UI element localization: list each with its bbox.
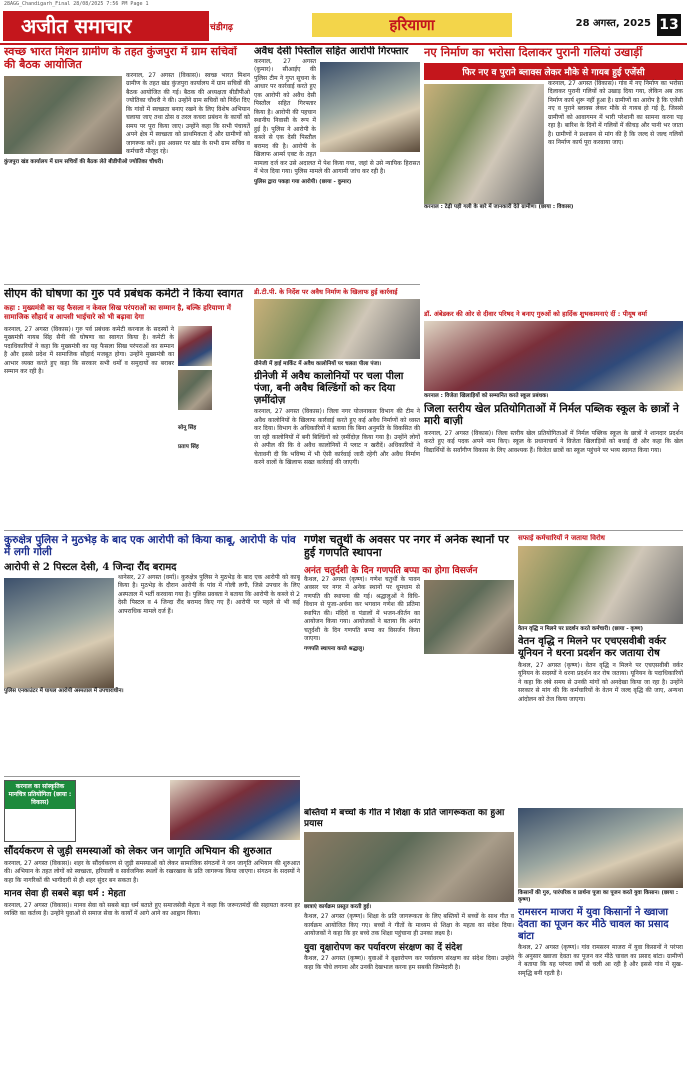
article-body-2: करनाल, 27 अगस्त (विकास)। मानव सेवा को सबसे बड़ा धर्म बताते हुए समाजसेवी मेहता ने कहा कि जरूरतमंदों की सहायता करना हर व्यक्ति का कर्तव्य है। उन्होंने युवाओं से समाज सेवा के कार्यों में आगे आने का आह्वान किया। xyxy=(4,901,300,918)
article-body: कैथल, 27 अगस्त (कृष्ण)। शिक्षा के प्रति जागरूकता के लिए बस्तियों में बच्चों के साथ गीत व कार्यक्रम आयोजित किए गए। बच्चों ने गीतों के माध्यम से शिक्षा के महत्व का संदेश दिया। आयोजकों ने कहा कि हर बच्चे तक शिक्षा पहुंचाना ही उनका लक्ष्य है। xyxy=(304,913,514,938)
story-education-awareness xyxy=(304,808,514,1080)
article-body: करनाल, 27 अगस्त (कुमार)। सीआईए की पुलिस टीम ने गुप्त सूचना के आधार पर कार्रवाई करते हुए एक आरोपी को अवैध देसी पिस्तौल सहित गिरफ्तार किया है। आरोपी की पहचान स्थानीय निवासी के रूप में हुई है। पुलिस ने आरोपी के कब्जे से एक देसी पिस्तौल बरामद की है। आरोपी के खिलाफ आर्म्स एक्ट के तहत मामला दर्ज कर उसे अदालत में पेश किया गया, जहां से उसे न्यायिक हिरासत में भेज दिया गया। पुलिस मामले की आगामी जांच कर रही है। xyxy=(254,57,420,176)
story-police-encounter xyxy=(4,534,300,774)
students-photo xyxy=(424,321,683,391)
photo-caption: करनाल : टेढ़ी पड़ी गली के बारे में जानकारी देते ग्रामीण। (छाया : विकास) xyxy=(424,203,574,210)
headline-2: मानव सेवा ही सबसे बड़ा धर्म : मेहता xyxy=(4,889,126,900)
kicker: सफाई कर्मचारियों ने जताया विरोध xyxy=(518,534,605,542)
demolition-photo xyxy=(254,299,420,359)
portrait-name-2: प्रताप सिंह xyxy=(178,443,199,450)
photo-caption: करनाल : विजेता खिलाड़ियों को सम्मानित करते स्कूल प्रबंधक। xyxy=(424,393,549,399)
beautification-photo xyxy=(170,780,300,840)
headline: रामसरन माजरा में युवा किसानों ने ख्वाजा देवता का पूजन कर मीठे चावल का प्रसाद बांटा xyxy=(518,907,669,942)
students-performing-photo xyxy=(304,832,514,902)
photo-caption: किसानों की गुरु, पारंपरिक व प्रार्थना पूजा का पूजन करते युवा किसान। (छाया : कृष्ण) xyxy=(518,890,679,903)
headline: सीएम की घोषणा का गुरु पर्व प्रबंधक कमेटी ने किया स्वागत xyxy=(4,288,243,300)
headline: कुरुक्षेत्र पुलिस ने मुठभेड़ के बाद एक आरोपी को किया काबू, आरोपी के पांव में लगी गोली xyxy=(4,534,296,559)
page-number: 13 xyxy=(657,14,681,36)
divider xyxy=(4,284,420,285)
masthead xyxy=(0,9,687,45)
story-ganesh-chaturthi xyxy=(304,534,514,804)
divider xyxy=(4,530,683,531)
subheadline: फिर नए व पुराने ब्लाक्स लेकर मौके से गायब हुई एजेंसी xyxy=(424,63,683,80)
subheadline: अनंत चतुर्दशी के दिन गणपति बप्पा का होगा विसर्जन xyxy=(304,565,478,576)
headline: नए निर्माण का भरोसा दिलाकर पुरानी गलियां उखाड़ीं xyxy=(424,46,643,59)
article-body: कैथल, 27 अगस्त (कृष्ण)। गांव रामसरन माजरा में युवा किसानों ने परंपरा के अनुसार ख्वाजा देवता का पूजन कर मीठे चावल का प्रसाद बांटा। ग्रामीणों ने बताया कि यह परंपरा वर्षों से चली आ रही है और इससे गांव में सुख-समृद्धि बनी रहती है। xyxy=(518,944,683,977)
photo-caption: छात्राएं कार्यक्रम प्रस्तुत करती हुई। xyxy=(304,904,372,911)
edition-city: चंडीगढ़ xyxy=(210,23,233,33)
protest-photo xyxy=(518,546,683,624)
story-union-protest xyxy=(518,534,683,804)
ganesh-photo xyxy=(424,580,514,654)
headline: बस्तियों में बच्चों के गीत में शिक्षा के प्रति जागरूकता का हुआ प्रयास xyxy=(304,808,505,829)
section-title: हरियाणा xyxy=(312,13,512,37)
arrest-photo xyxy=(320,62,420,152)
headline: ग्रीनेजी में अवैध कालोनियों पर चला पीला पंजा, बनी अवैध बिल्डिंगों को कर दिया ज़मींदोज़ xyxy=(254,371,404,406)
article-body-2: कैथल, 27 अगस्त (कृष्ण)। युवाओं ने वृक्षारोपण कर पर्यावरण संरक्षण का संदेश दिया। उन्होंने कहा कि पौधे लगाना और उनकी देखभाल करना हम सबकी जिम्मेदारी है। xyxy=(304,955,514,971)
headline: वेतन वृद्धि न मिलने पर एचएसवीबी वर्कर यूनियन ने धरना प्रदर्शन कर जताया रोष xyxy=(518,636,667,659)
story-sports-competition xyxy=(424,310,683,530)
map-box-label: करनाल का सांस्कृतिक मानचित्र प्रतियोगिता (छाया : विकास) xyxy=(5,781,75,809)
newspaper-title: अजीत समाचार xyxy=(3,11,209,41)
headline: अवैध देसी पिस्तौल सहित आरोपी गिरफ्तार xyxy=(254,46,409,57)
article-body: करनाल, 27 अगस्त (विकास)। शहर के सौंदर्यकरण से जुड़ी समस्याओं को लेकर सामाजिक संगठनों ने जन जागृति अभियान की शुरुआत की। अभियान के तहत लोगों को स्वच्छता, हरियाली व सार्वजनिक स्थलों के रखरखाव के प्रति जागरूक किया जाएगा। संगठन के सदस्यों ने कहा कि नागरिकों की भागीदारी से ही शहर सुंदर बन सकता है। xyxy=(4,859,300,884)
story-farmers-worship xyxy=(518,808,683,1080)
story-beautification xyxy=(4,780,300,1080)
headline: स्वच्छ भारत मिशन ग्रामीण के तहत कुंजपुरा में ग्राम सचिवों की बैठक आयोजित xyxy=(4,46,237,71)
article-body: करनाल, 27 अगस्त (विकास)। जिला नगर योजनाकार विभाग की टीम ने अवैध कालोनियों के खिलाफ कार्रवाई करते हुए कई अवैध निर्माणों को ध्वस्त कर दिया। विभाग के अधिकारियों ने बताया कि बिना अनुमति के विकसित की जा रही कालोनियों में बनी बिल्डिंगों को ज़मींदोज़ किया गया है। उन्होंने लोगों से अपील की कि वे अवैध कालोनियों में प्लाट न खरीदें। अधिकारियों ने चेतावनी दी कि भविष्य में भी ऐसी कार्रवाई जारी रहेगी और अवैध निर्माण करने वालों के खिलाफ सख्त कार्रवाई की जाएगी। xyxy=(254,408,420,467)
kicker: डॉ. अंबेडकर की ओर से दीवार परिषद ने बनाए गुरुओं को हार्दिक शुभकामनाएं दीं : पीयूष वर्मा xyxy=(424,310,647,318)
headline-2: युवा वृक्षारोपण कर पर्यावरण संरक्षण का दें संदेश xyxy=(304,942,463,953)
portrait-2 xyxy=(178,370,212,410)
story-illegal-colonies xyxy=(254,288,420,528)
story-lanes-dug xyxy=(424,46,683,306)
portrait-1 xyxy=(178,326,212,366)
lane-photo xyxy=(424,84,544,204)
story-pistol-arrest xyxy=(254,46,420,282)
subheadline: कहा : मुख्यमंत्री का यह फैसला न केवल सिख परंपराओं का सम्मान है, बल्कि हरियाणा में सामाजिक सौहार्द व आपसी भाईचारे को भी बढ़ावा देगा xyxy=(4,303,231,321)
photo-caption: वेतन वृद्धि न मिलने पर प्रदर्शन करते कर्मचारी। (छाया - कृष्ण) xyxy=(518,626,644,632)
divider xyxy=(4,776,300,777)
article-body: थानेसर, 27 अगस्त (वर्मा)। कुरुक्षेत्र पुलिस ने मुठभेड़ के बाद एक आरोपी को काबू किया है। मुठभेड़ के दौरान आरोपी के पांव में गोली लगी, जिसे उपचार के लिए अस्पताल में भर्ती करवाया गया है। पुलिस प्रवक्ता ने बताया कि आरोपी के कब्जे से 2 देसी पिस्टल व 4 जिन्दा रौंद बरामद किए गए हैं। आरोपी पर पहले से भी कई आपराधिक मामले दर्ज हैं। xyxy=(118,573,300,615)
article-body: करनाल, 27 अगस्त (विकास)। गुरु पर्व प्रबंधक कमेटी करनाल के सदस्यों ने मुख्यमंत्री नायब सिंह सैनी की घोषणा का स्वागत किया है। कमेटी के पदाधिकारियों ने कहा कि मुख्यमंत्री का यह फैसला सिख परंपराओं का सम्मान है और इससे प्रदेश में सामाजिक सौहार्द मजबूत होगा। उन्होंने मुख्यमंत्री का आभार व्यक्त करते हुए कहा कि सरकार सभी धर्मों व समुदायों का बराबर सम्मान कर रही है। xyxy=(4,325,174,376)
headline: गणेश चतुर्थी के अवसर पर नगर में अनेक स्थानों पर हुई गणपति स्थापना xyxy=(304,534,509,559)
article-body: कैथल, 27 अगस्त (कृष्ण)। वेतन वृद्धि न मिलने पर एचएसवीबी वर्कर यूनियन के सदस्यों ने धरना प्रदर्शन कर रोष जताया। यूनियन के पदाधिकारियों ने कहा कि लंबे समय से उनकी मांगों को अनदेखा किया जा रहा है। उन्होंने सरकार से मांग की कि कर्मचारियों के वेतन में जल्द वृद्धि की जाए, अन्यथा आंदोलन को तेज किया जाएगा। xyxy=(518,661,683,703)
kicker: डी.टी.पी. के निर्देश पर अवैध निर्माण के खिलाफ हुई कार्रवाई xyxy=(254,288,398,296)
article-body: करनाल, 27 अगस्त (विकास)। गांव में नए निर्माण का भरोसा दिलाकर पुरानी गलियों को उखाड़ दिया गया, लेकिन अब तक निर्माण कार्य शुरू नहीं हुआ है। ग्रामीणों का आरोप है कि एजेंसी नए व पुराने ब्लाक्स लेकर मौके से गायब हो गई है, जिससे ग्रामीणों को आवागमन में भारी परेशानी का सामना करना पड़ रहा है। बारिश के दिनों में गलियों में कीचड़ और पानी भर जाता है। ग्रामीणों ने प्रशासन से मांग की है कि जल्द से जल्द गलियों का निर्माण कार्य पूरा करवाया जाए। xyxy=(548,79,683,147)
article-body: करनाल, 27 अगस्त (विकास)। जिला स्तरीय खेल प्रतियोगिताओं में निर्मल पब्लिक स्कूल के छात्रों ने शानदार प्रदर्शन करते हुए कई पदक अपने नाम किए। स्कूल के प्रधानाचार्य ने विजेता खिलाड़ियों को बधाई दी और कहा कि खेल विद्यार्थियों के सर्वांगीण विकास के लिए आवश्यक हैं। विजेता छात्रों का स्कूल पहुंचने पर भव्य स्वागत किया गया। xyxy=(424,429,683,454)
photo-caption: पुलिस द्वारा पकड़ा गया आरोपी। (छाया - कुमार) xyxy=(254,178,352,185)
farmers-photo xyxy=(518,808,683,888)
story-cm-announcement xyxy=(4,288,250,528)
photo-caption: पुलिस एनकाउंटर में घायल आरोपी अस्पताल में उपचाराधीन। xyxy=(4,687,124,694)
map-box xyxy=(4,780,76,842)
meeting-photo xyxy=(4,76,122,154)
story-gram-sachiv-meeting xyxy=(4,46,250,282)
photo-caption: ग्रीनेजी में हाई मार्किट में अवैध कालोनियों पर चलता पीला पंजा। xyxy=(254,361,382,367)
print-slug: 28AGG_Chandigarh_Final 28/08/2025 7:56 PM Page 1 xyxy=(4,1,149,7)
portraits xyxy=(178,326,250,452)
headline: जिला स्तरीय खेल प्रतियोगिताओं में निर्मल पब्लिक स्कूल के छात्रों ने मारी बाज़ी xyxy=(424,403,679,428)
headline: सौंदर्यकरण से जुड़ी समस्याओं को लेकर जन जागृति अभियान की शुरुआत xyxy=(4,846,272,857)
encounter-photo xyxy=(4,578,114,688)
photo-caption: गणपति स्थापना करते श्रद्धालु। xyxy=(304,645,365,652)
issue-date: 28 अगस्त, 2025 xyxy=(575,18,651,29)
article-body: कैथल, 27 अगस्त (कृष्ण)। गणेश चतुर्थी के पावन अवसर पर नगर में अनेक स्थानों पर धूमधाम से गणपति की स्थापना की गई। श्रद्धालुओं ने विधि-विधान से पूजा-अर्चना कर भगवान गणेश की प्रतिमा स्थापित की। मंदिरों व पंडालों में भजन-कीर्तन का आयोजन किया गया। आयोजकों ने बताया कि अनंत चतुर्दशी के दिन गणपति बप्पा का विसर्जन किया जाएगा। xyxy=(304,575,420,643)
article-body: करनाल, 27 अगस्त (विकास)। स्वच्छ भारत मिशन ग्रामीण के तहत खंड कुंजपुरा कार्यालय में ग्राम सचिवों की बैठक आयोजित की गई। बैठक की अध्यक्षता बीडीपीओ ज्योतिका चौधरी ने की। उन्होंने ग्राम सचिवों को निर्देश दिए कि गांवों में स्वच्छता बनाए रखने के लिए विशेष अभियान चलाया जाए तथा ठोस व तरल कचरा प्रबंधन के कार्यों को समय पर पूरा किया जाए। उन्होंने कहा कि सभी पंचायतें अपने क्षेत्र में स्वच्छता को प्राथमिकता दें और ग्रामीणों को जागरूक करें। इस अवसर पर खंड के सभी ग्राम सचिव व कर्मचारी मौजूद रहे। xyxy=(126,71,250,156)
photo-caption: कुंजपुरा खंड कार्यालय में ग्राम सचिवों की बैठक लेते बीडीपीओ ज्योतिका चौधरी। xyxy=(4,158,164,165)
portrait-name-1: सोनू सिंह xyxy=(178,424,197,431)
subheadline: आरोपी से 2 पिस्टल देसी, 4 जिन्दा रौंद बरामद xyxy=(4,561,177,573)
